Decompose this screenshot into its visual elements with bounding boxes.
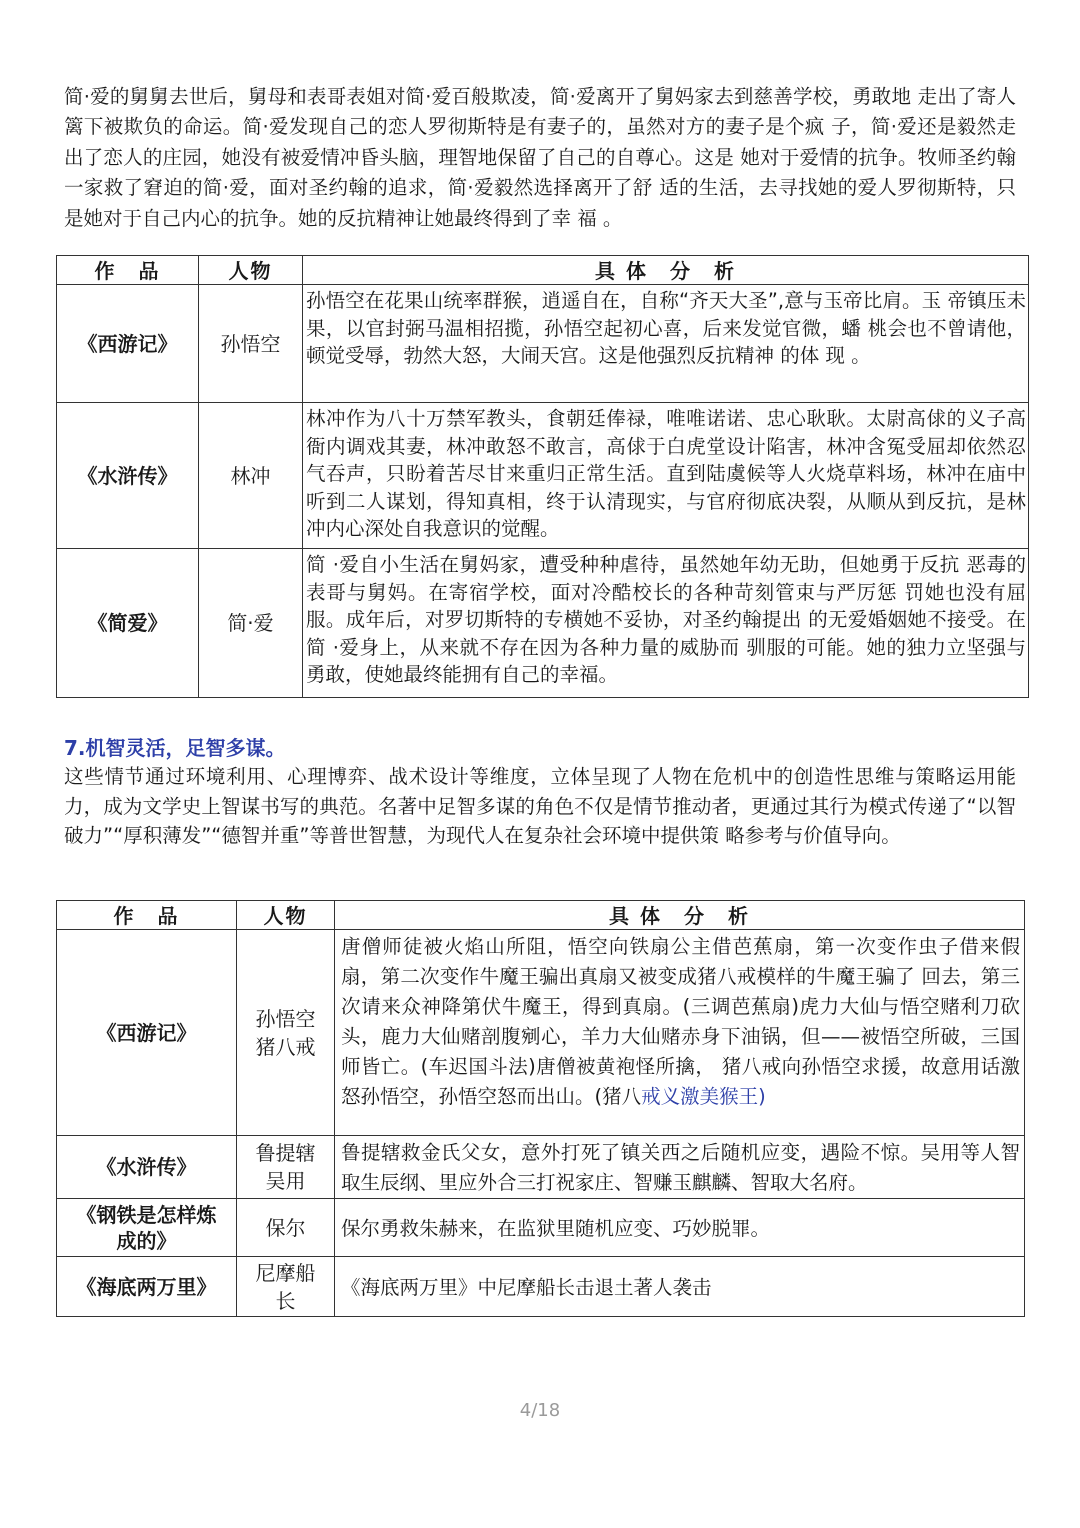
work-line: 成的》 [116,1228,177,1253]
work-line: 《钢铁是怎样炼 [76,1202,217,1227]
table-header-row [57,901,1025,930]
work-cell: 《简爱》 [57,549,199,698]
person-cell [237,1257,335,1317]
header-analysis: 具 体 分 析 [303,256,1029,285]
person-cell: 孙悟空 [199,285,303,403]
page-number: 4/18 [519,1400,561,1421]
person-cell [237,930,335,1136]
header-analysis: 具 体 分 析 [335,901,1025,930]
analysis-cell: 《海底两万里》中尼摩船长击退土著人袭击 [335,1257,1025,1317]
person-line: 长 [275,1288,296,1313]
analysis-text: 唐僧师徒被火焰山所阻，悟空向铁扇公主借芭蕉扇，第一次变作虫子借来假扇，第二次变作牛魔王骗出真扇又被变成猪八戒模样的牛魔王骗了 回去，第三次请来众神降第伏牛魔王，得到真扇。(三调芭蕉扇)虎力大仙与悟空赌利刀砍头，鹿力大仙赌剖腹剜心，羊力大仙赌赤身下油锅，但——被悟空所破，三国师皆亡。(车迟国斗法)唐僧被黄袍怪所擒， 猪八戒向孙悟空求援，故意用话激怒孙悟空，孙悟空怒而出山。(猪八 [341,935,1020,1108]
work-cell: 《西游记》 [57,285,199,403]
table-row [57,403,1029,549]
table-row [57,930,1025,1136]
work-cell [57,1199,237,1257]
header-work: 作 品 [57,901,237,930]
person-cell [237,1136,335,1199]
work-cell: 《水浒传》 [57,403,199,549]
person-line: 鲁提辖 [255,1141,316,1165]
analysis-cell: 鲁提辖救金氏父女，意外打死了镇关西之后随机应变，遇险不惊。吴用等人智取生辰纲、里应外合三打祝家庄、智赚玉麒麟、智取大名府。 [335,1136,1025,1199]
header-person: 人物 [199,256,303,285]
work-cell: 《水浒传》 [57,1136,237,1199]
work-cell: 《海底两万里》 [57,1257,237,1317]
person-line: 吴用 [265,1169,306,1193]
person-cell: 保尔 [237,1199,335,1257]
work-cell: 《西游记》 [57,930,237,1136]
table-row [57,285,1029,403]
table-row [57,1136,1025,1199]
person-line: 猪八戒 [255,1034,316,1059]
wisdom-table [56,900,1025,1317]
person-line: 尼摩船 [255,1260,316,1285]
table-row [57,1257,1025,1317]
header-person: 人物 [237,901,335,930]
analysis-cell: 简 ·爱自小生活在舅妈家，遭受种种虐待，虽然她年幼无助，但她勇于反抗 恶毒的表哥与舅妈。在寄宿学校，面对冷酷校长的各种苛刻管束与严厉惩 罚她也没有屈服。成年后，对罗切斯特的专横她不妥协，对圣约翰提出 的无爱婚姻她不接受。在简 ·爱身上，从来就不存在因为各种力量的威胁而 驯服的可能。她的独力立坚强与勇敢，使她最终能拥有自己的幸福。 [303,549,1029,698]
analysis-cell: 林冲作为八十万禁军教头，食朝廷俸禄，唯唯诺诺、忠心耿耿。太尉高俅的义子高衙内调戏其妻，林冲敢怒不敢言，高俅于白虎堂设计陷害，林冲含冤受屈却依然忍气吞声，只盼着苦尽甘来重归正常生活。直到陆虞候等人火烧草料场，林冲在庙中听到二人谋划，得知真相，终于认清现实，与官府彻底决裂，从顺从到反抗，是林冲内心深处自我意识的觉醒。 [303,403,1029,549]
section-heading: 7.机智灵活，足智多谋。 [64,736,286,760]
resistance-table [56,255,1029,698]
person-cell: 简·爱 [199,549,303,698]
analysis-cell: 孙悟空在花果山统率群猴，逍遥自在，自称“齐天大圣”,意与玉帝比肩。玉 帝镇压未果，以官封弼马温相招揽，孙悟空起初心喜，后来发觉官微，蟠 桃会也不曾请他，顿觉受辱，勃然大怒，大闹天宫。这是他强烈反抗精神 的体 现 。 [303,285,1029,403]
section-paragraph: 这些情节通过环境利用、心理博弈、战术设计等维度，立体呈现了人物在危机中的创造性思维与策略运用能力，成为文学史上智谋书写的典范。名著中足智多谋的角色不仅是情节推动者，更通过其行为模式传递了“以智破力”“厚积薄发”“德智并重”等普世智慧，为现代人在复杂社会环境中提供策 略参考与价值导向。 [64,765,1016,847]
person-line: 孙悟空 [255,1006,316,1031]
table-header-row [57,256,1029,285]
table-row [57,549,1029,698]
header-work: 作 品 [57,256,199,285]
analysis-cell: 保尔勇救朱赫来，在监狱里随机应变、巧妙脱罪。 [335,1199,1025,1257]
analysis-highlight: 戒义激美猴王) [641,1085,766,1108]
table-row [57,1199,1025,1257]
analysis-cell [335,930,1025,1136]
intro-paragraph: 简·爱的舅舅去世后，舅母和表哥表姐对简·爱百般欺凌，简·爱离开了舅妈家去到慈善学校，勇敢地 走出了寄人篱下被欺负的命运。简·爱发现自己的恋人罗彻斯特是有妻子的，虽然对方的妻子是个疯 子，简·爱还是毅然走出了恋人的庄园，她没有被爱情冲昏头脑，理智地保留了自己的自尊心。这是 她对于爱情的抗争。牧师圣约翰一家救了窘迫的简·爱，面对圣约翰的追求，简·爱毅然选择离开了舒 适的生活，去寻找她的爱人罗彻斯特，只是她对于自己内心的抗争。她的反抗精神让她最终得到了幸 福 。 [64,85,1016,230]
person-cell: 林冲 [199,403,303,549]
